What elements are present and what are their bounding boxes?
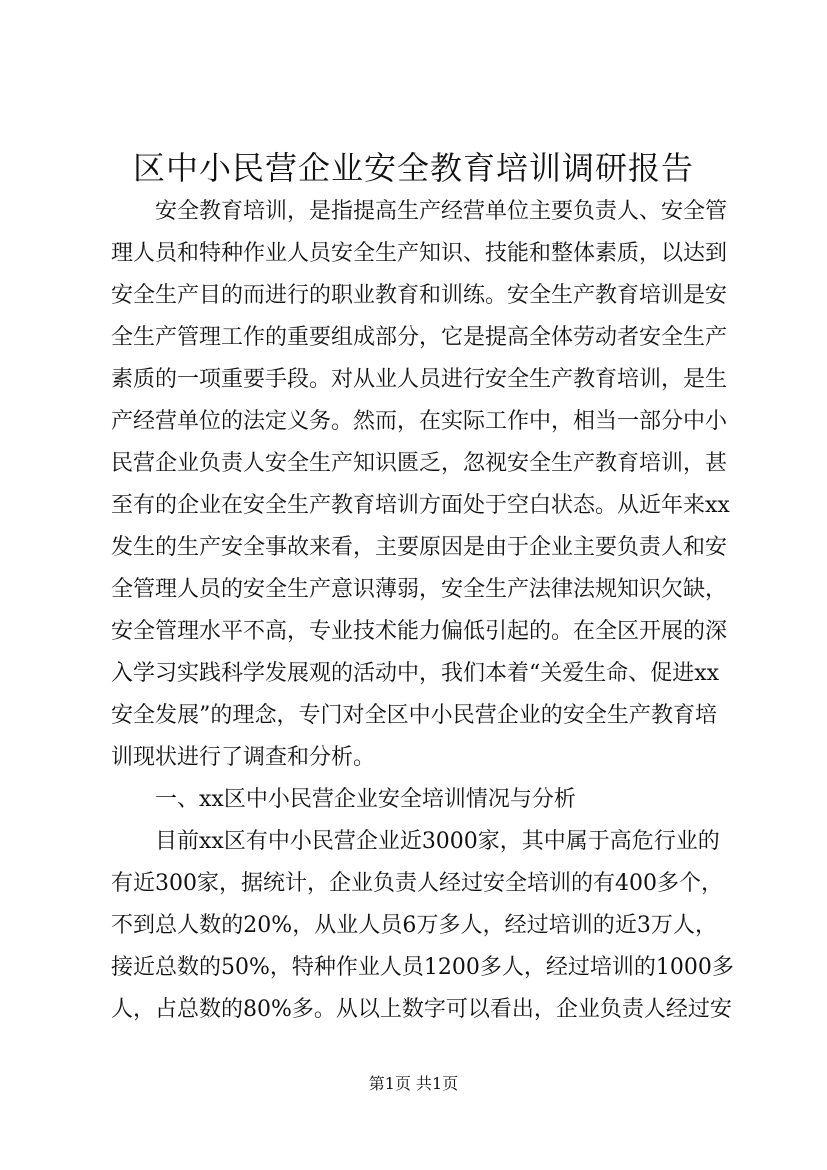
paragraph-1-line-11: 安全管理水平不高，专业技术能力偏低引起的。在全区开展的深 [111, 619, 728, 644]
paragraph-3-line-3: 不到总人数的20%，从业人员6万多人，经过培训的近3万人， [111, 913, 717, 938]
paragraph-1-line-9: 发生的生产安全事故来看，主要原因是由于企业主要负责人和安 [111, 535, 728, 560]
paragraph-1-line-8: 至有的企业在安全生产教育培训方面处于空白状态。从近年来xx [111, 493, 730, 518]
paragraph-3-line-1: 目前xx区有中小民营企业近3000家，其中属于高危行业的 [155, 829, 720, 854]
document-title: 区中小民营企业安全教育培训调研报告 [132, 149, 694, 187]
paragraph-1-line-4: 全生产管理工作的重要组成部分，它是提高全体劳动者安全生产 [111, 325, 728, 350]
paragraph-1-line-13: 安全发展”的理念，专门对全区中小民营企业的安全生产教育培 [111, 703, 717, 728]
paragraph-1-line-7: 民营企业负责人安全生产知识匮乏，忽视安全生产教育培训，甚 [111, 451, 728, 476]
paragraph-1-line-5: 素质的一项重要手段。对从业人员进行安全生产教育培训，是生 [111, 367, 728, 392]
paragraph-1-line-1: 安全教育培训，是指提高生产经营单位主要负责人、安全管 [155, 199, 728, 224]
paragraph-1-line-14: 训现状进行了调查和分析。 [111, 745, 376, 770]
paragraph-3-line-5: 人，占总数的80%多。从以上数字可以看出，企业负责人经过安 [111, 997, 732, 1022]
paragraph-1-line-2: 理人员和特种作业人员安全生产知识、技能和整体素质，以达到 [111, 241, 728, 266]
page-footer: 第1页 共1页 [368, 1074, 459, 1093]
section-heading: 一、xx区中小民营企业安全培训情况与分析 [155, 787, 576, 812]
paragraph-3-line-2: 有近300家，据统计，企业负责人经过安全培训的有400多个， [111, 871, 723, 896]
paragraph-1-line-12: 入学习实践科学发展观的活动中，我们本着“关爱生命、促进xx [111, 661, 720, 686]
paragraph-1-line-10: 全管理人员的安全生产意识薄弱，安全生产法律法规知识欠缺， [111, 577, 728, 602]
paragraph-3-line-4: 接近总数的50%，特种作业人员1200多人，经过培训的1000多 [111, 955, 734, 980]
paragraph-1-line-6: 产经营单位的法定义务。然而，在实际工作中，相当一部分中小 [111, 409, 728, 434]
paragraph-1-line-3: 安全生产目的而进行的职业教育和训练。安全生产教育培训是安 [111, 283, 728, 308]
